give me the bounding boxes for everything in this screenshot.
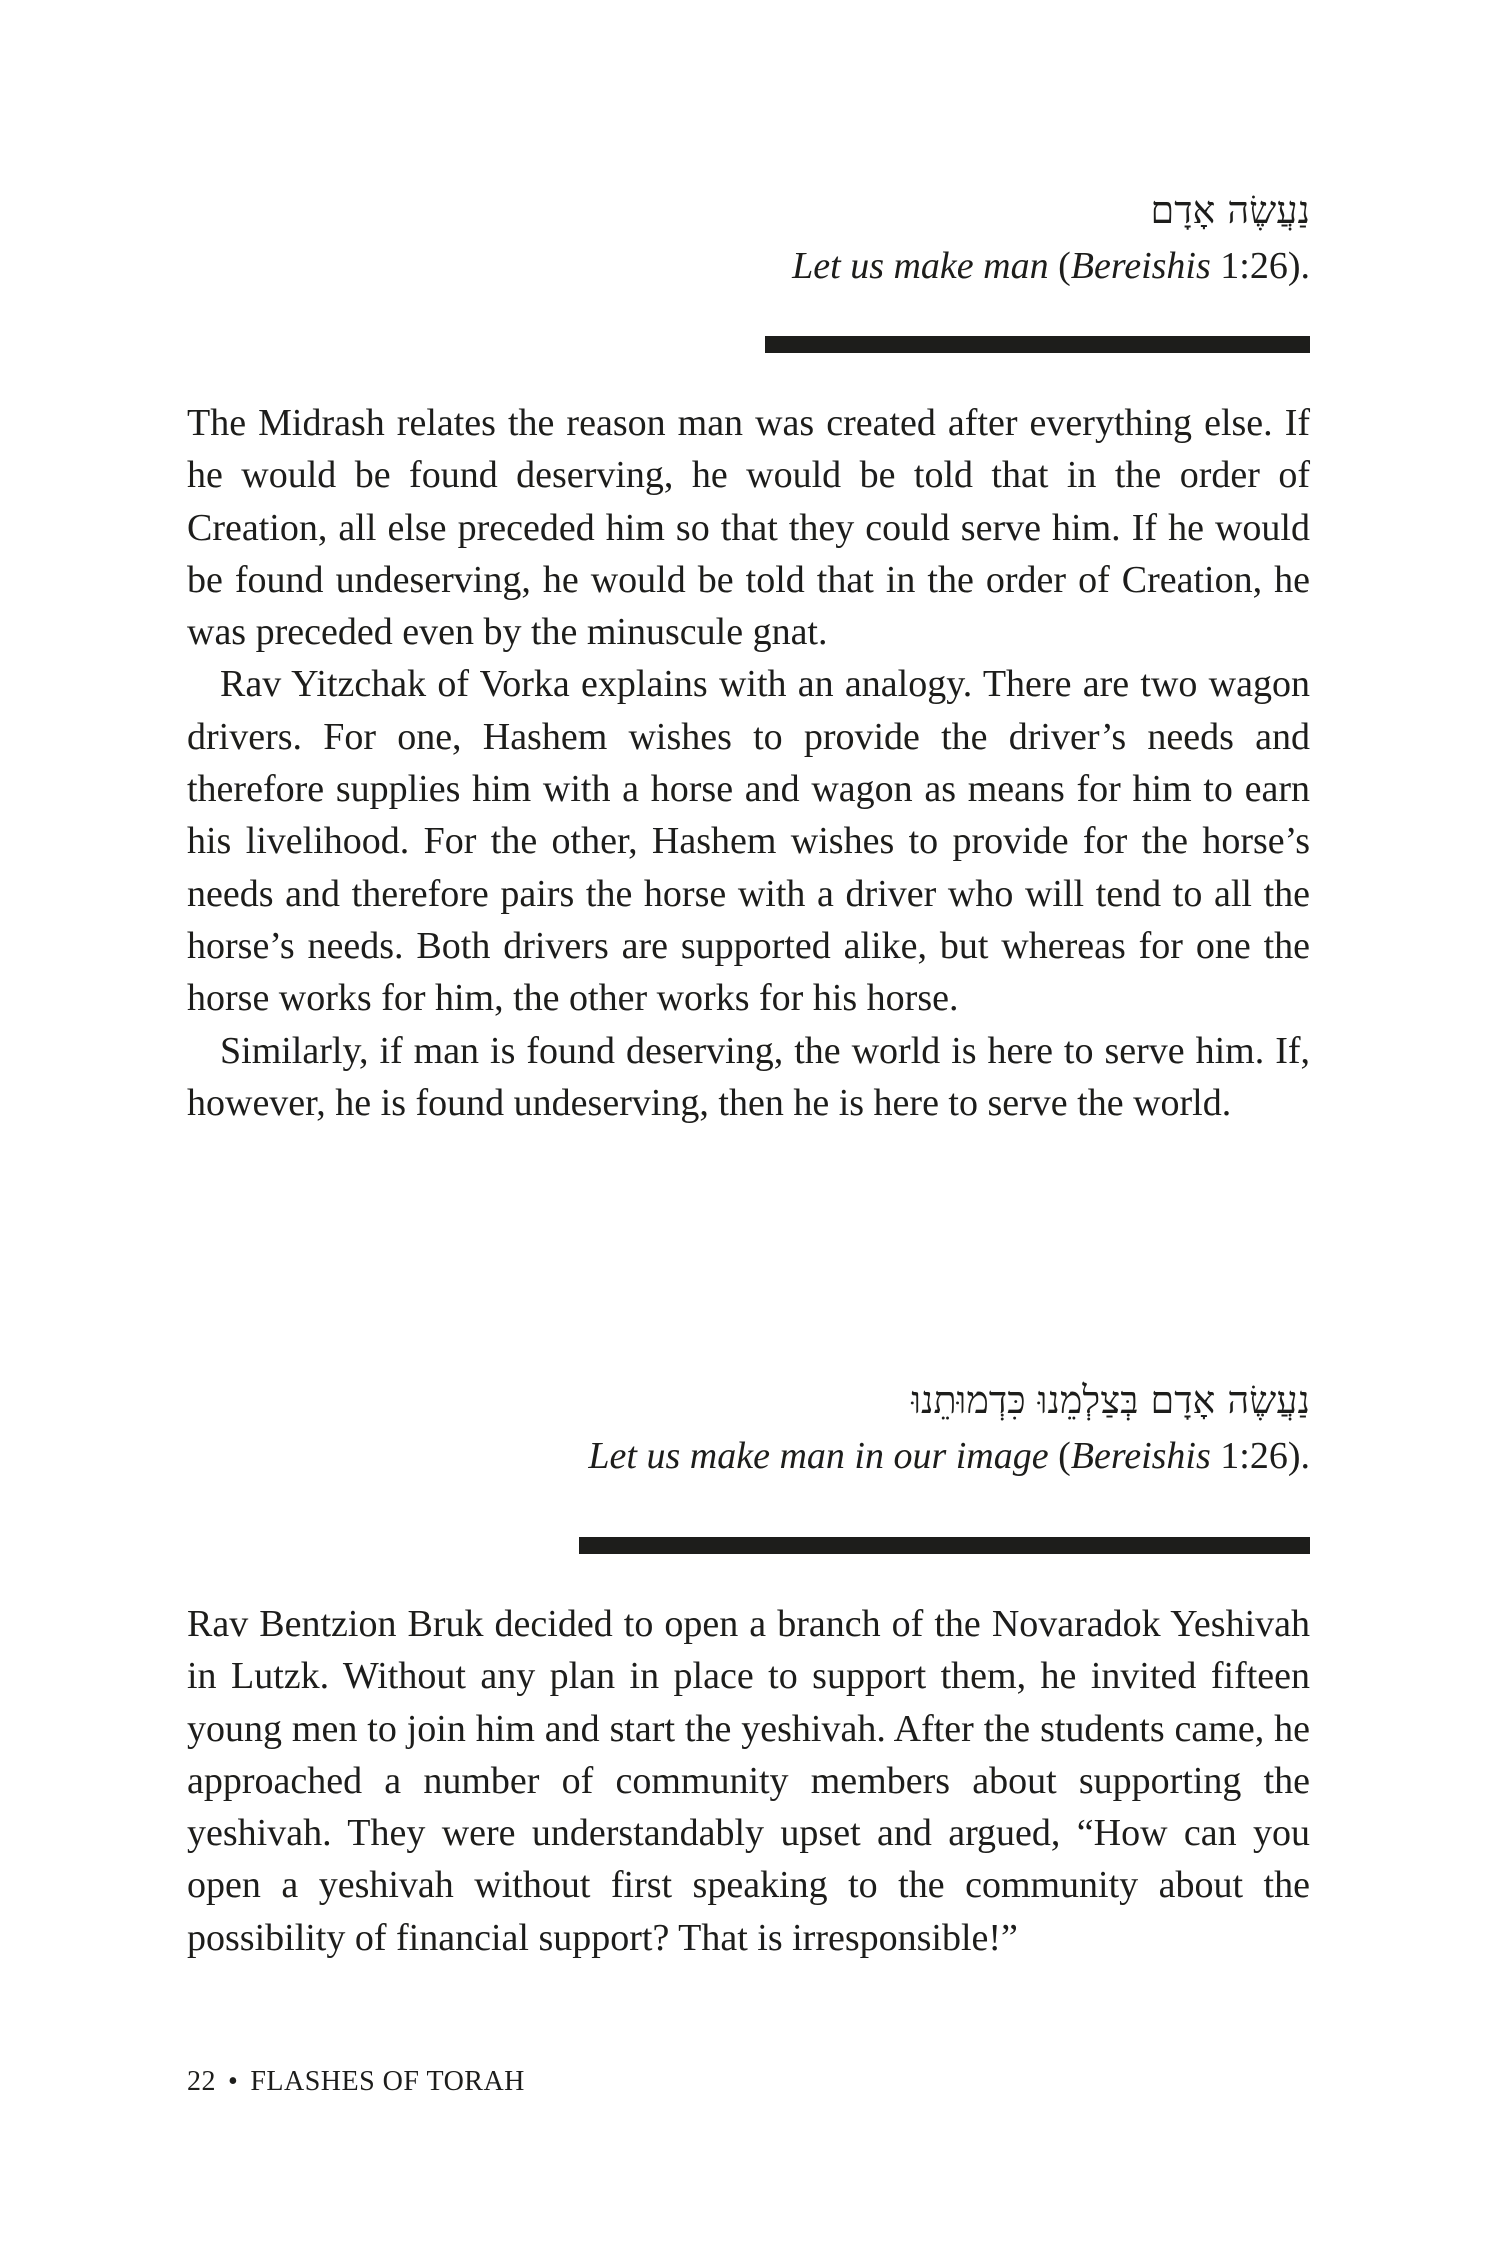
paragraph: Rav Yitzchak of Vorka explains with an analogy. There are two wagon drivers. For one, Hashem wishes to provide the driver’s needs and therefore supplies him with a horse and wagon as means for him to earn his livelihood. For the other, Hashem wishes to provide for the horse’s needs and therefore pairs the horse with a driver who will tend to all the horse’s needs. Both drivers are supported alike, but whereas for one the horse works for him, the other works for his horse. [187,663,1310,1020]
hebrew-verse-2: נַעֲשֶׂה אָדָם בְּצַלְמֵנוּ כִּדְמוּתֵנוּ [911,1378,1310,1422]
verse-text-2: Let us make man in our image [588,1435,1049,1477]
verse-num-1: 1:26 [1220,245,1288,287]
paragraph: Similarly, if man is found deserving, the world is here to serve him. If, however, he is found undeserving, then he is here to serve the world. [187,1029,1310,1124]
section-body-2 [187,1598,1310,1964]
verse-book-2: Bereishis [1070,1435,1211,1477]
page-number: 22 [187,2066,216,2097]
verse-num-2: 1:26 [1220,1435,1288,1477]
page-footer [187,2064,525,2100]
hebrew-verse-1: נַעֲשֶׂה אָדָם [1150,188,1310,232]
verse-heading-1 [792,186,1310,290]
footer-separator: • [228,2066,239,2097]
section-rule-2 [579,1537,1310,1554]
section-rule-1 [765,336,1310,353]
verse-text-1: Let us make man [792,245,1049,287]
paragraph: The Midrash relates the reason man was created after everything else. If he would be found deserving, he would be told that in the order of Creation, all else preceded him so that they could serve him. If he would be found undeserving, he would be told that in the order of Creation, he was preceded even by the minuscule gnat. [187,402,1310,654]
book-title: FLASHES OF TORAH [250,2066,525,2097]
verse-heading-2 [588,1376,1310,1480]
verse-translation-1: Let us make man (Bereishis 1:26). [792,245,1310,287]
section-body-1 [187,397,1310,1129]
verse-translation-2: Let us make man in our image (Bereishis 1:26). [588,1435,1310,1477]
paragraph: Rav Bentzion Bruk decided to open a branch of the Novaradok Yeshivah in Lutzk. Without any plan in place to support them, he invited fifteen young men to join him and start the yeshivah. After the students came, he approached a number of community members about supporting the yeshivah. They were understandably upset and argued, “How can you open a yeshivah without first speaking to the community about the possibility of financial support? That is irresponsible!” [187,1603,1310,1959]
verse-book-1: Bereishis [1070,245,1211,287]
